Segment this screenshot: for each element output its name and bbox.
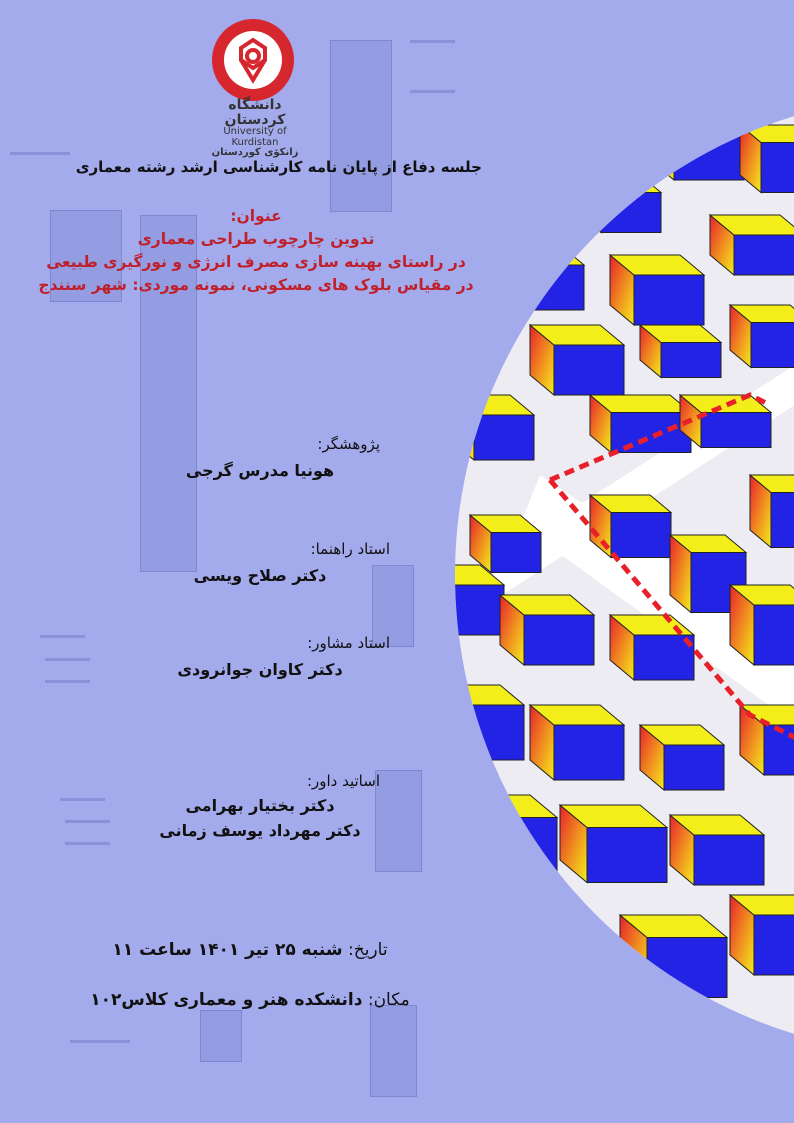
building-face <box>520 915 544 990</box>
logo-wordmark <box>200 98 310 159</box>
examiners-label: اساتید داور: <box>306 772 380 790</box>
building-face <box>587 828 667 883</box>
building-face <box>764 725 794 775</box>
building-face <box>514 1015 584 1055</box>
date-value: شنبه ۲۵ تیر ۱۴۰۱ ساعت ۱۱ <box>112 940 343 960</box>
building-face <box>647 938 727 998</box>
building-face <box>450 795 477 878</box>
supervisor-label: استاد راهنما: <box>310 540 390 558</box>
building-face <box>490 995 514 1055</box>
background-line <box>410 40 455 43</box>
building-face <box>554 725 624 780</box>
place-label: مکان: <box>367 990 410 1010</box>
examiner-name: دکتر مهرداد یوسف زمانی <box>159 821 361 840</box>
city-blocks-illustration <box>410 95 794 1055</box>
supervisor-block <box>90 540 430 585</box>
background-panel <box>200 1010 242 1062</box>
researcher-name: هونیا مدرس گرجی <box>185 461 335 480</box>
building-face <box>610 995 714 1015</box>
examiners-block <box>90 772 430 840</box>
building-face <box>490 995 584 1015</box>
session-title: جلسه دفاع از پایان نامه کارشناسی ارشد رشته معماری <box>75 158 482 176</box>
building-face <box>634 1015 714 1055</box>
logo-name-en: University of Kurdistan <box>223 126 287 148</box>
building-face <box>580 175 601 233</box>
building-face <box>491 533 541 573</box>
building-face <box>694 835 764 885</box>
building-face <box>420 565 444 635</box>
building-face <box>544 935 614 990</box>
building-face <box>674 135 744 180</box>
building-face <box>444 925 514 980</box>
building-face <box>610 995 634 1055</box>
building-face <box>650 115 674 180</box>
background-line <box>10 152 70 155</box>
background-line <box>45 658 90 661</box>
background-line <box>65 842 110 845</box>
supervisor-name: دکتر صلاح ویسی <box>193 566 327 585</box>
building-face <box>454 705 524 760</box>
examiner-name: دکتر بختیار بهرامی <box>185 796 335 815</box>
building-face <box>444 585 504 635</box>
researcher-label: پژوهشگر: <box>317 435 380 453</box>
building-face <box>554 345 624 395</box>
building-face <box>761 143 794 193</box>
background-line <box>45 680 90 683</box>
building-face <box>477 818 557 878</box>
building-face <box>634 275 704 325</box>
logo-name-ku: زانکۆی کوردستان <box>211 147 299 159</box>
building-face <box>661 343 721 378</box>
place-line <box>60 990 440 1010</box>
building-face <box>754 915 794 975</box>
building-face <box>771 493 794 548</box>
building-face <box>450 395 474 460</box>
background-panel <box>330 40 392 212</box>
building-face <box>500 245 524 310</box>
date-line <box>60 940 440 960</box>
building-face <box>751 323 794 368</box>
title-line-1: تدوین چارچوب طراحی معماری <box>137 230 375 248</box>
building-face <box>734 235 794 275</box>
advisor-name: دکتر کاوان جوانرودی <box>177 660 343 679</box>
university-logo-icon <box>211 18 295 102</box>
background-line <box>70 1040 130 1043</box>
building-face <box>701 413 771 448</box>
researcher-block <box>90 435 430 480</box>
building-face <box>430 685 454 760</box>
building-face <box>524 265 584 310</box>
building-face <box>500 245 584 265</box>
place-value: دانشکده هنر و معماری کلاس۱۰۲ <box>90 990 363 1010</box>
background-line <box>410 90 455 93</box>
title-label: عنوان: <box>230 207 282 225</box>
advisor-label: استاد مشاور: <box>307 634 390 652</box>
background-line <box>40 635 85 638</box>
building-face <box>474 415 534 460</box>
date-label: تاریخ: <box>348 940 388 960</box>
building-face <box>524 615 594 665</box>
title-line-3: در مقیاس بلوک های مسکونی، نمونه موردی: شهر سنندج <box>38 276 474 294</box>
building-face <box>420 905 514 925</box>
building-face <box>664 745 724 790</box>
building-face <box>611 513 671 558</box>
building-face <box>601 193 661 233</box>
building-face <box>650 115 744 135</box>
building-face <box>420 905 444 980</box>
advisor-block <box>90 634 430 679</box>
building-face <box>580 175 661 193</box>
title-line-2: در راستای بهینه سازی مصرف انرژی و نورگیری طبیعی <box>46 253 466 271</box>
building-face <box>754 605 794 665</box>
logo-name-fa: دانشگاه کردستان <box>224 97 286 128</box>
